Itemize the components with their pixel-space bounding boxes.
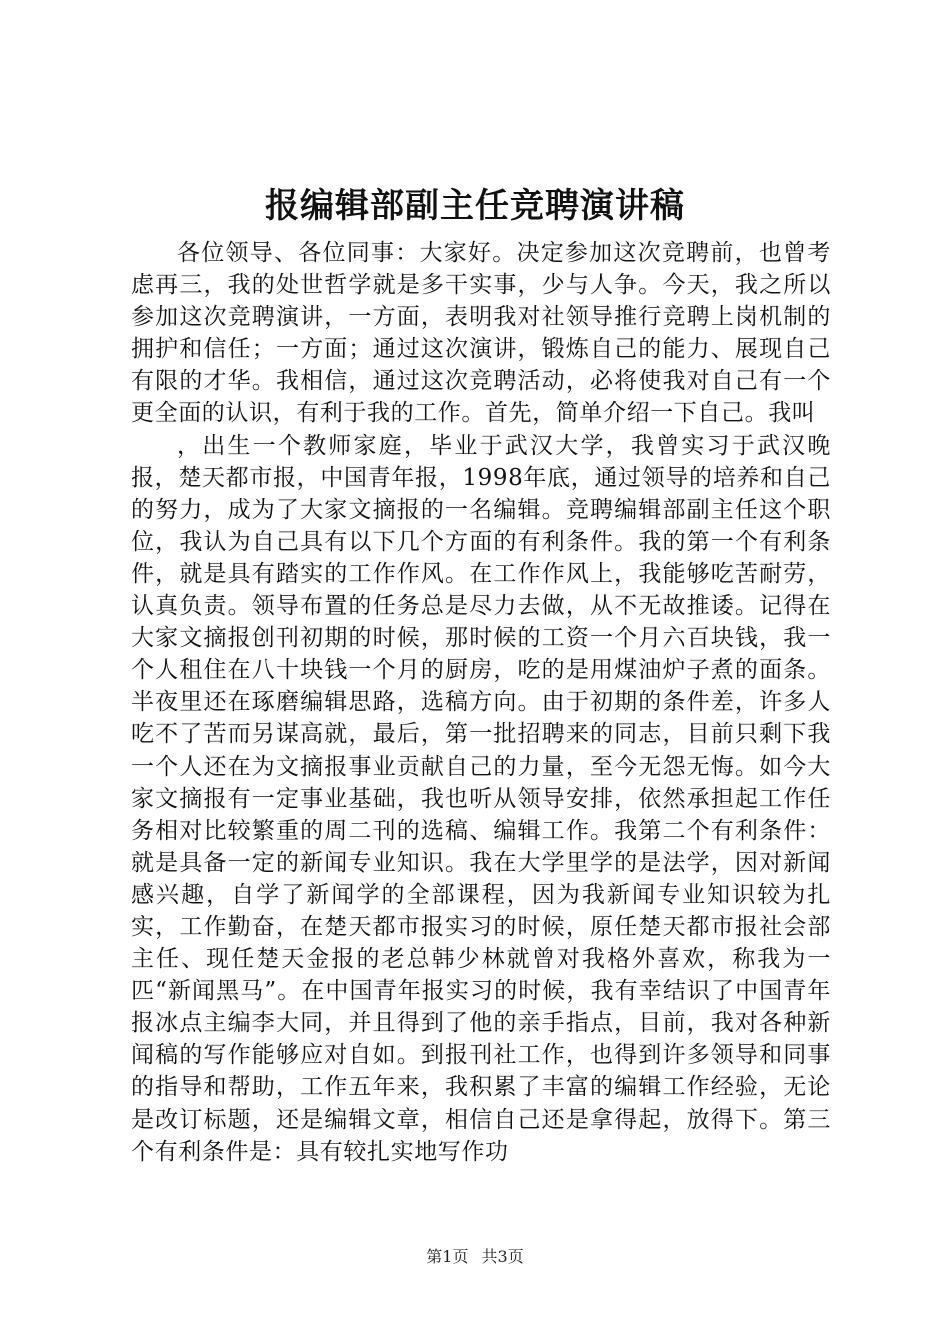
body-paragraph: ，出生一个教师家庭，毕业于武汉大学，我曾实习于武汉晚报，楚天都市报，中国青年报，1998年底，通过领导的培养和自己的努力，成为了大家文摘报的一名编辑。竞聘编辑部副主任这个职位，我认为自己具有以下几个方面的有利条件。我的第一个有利条件，就是具有踏实的工作作风。在工作作风上，我能够吃苦耐劳，认真负责。领导布置的任务总是尽力去做，从不无故推诿。记得在大家文摘报创刊初期的时候，那时候的工资一个月六百块钱，我一个人租住在八十块钱一个月的厨房，吃的是用煤油炉子煮的面条。半夜里还在琢磨编辑思路，选稿方向。由于初期的条件差，许多人吃不了苦而另谋高就，最后，第一批招聘来的同志，目前只剩下我一个人还在为文摘报事业贡献自己的力量，至今无怨无悔。如今大家文摘报有一定事业基础，我也听从领导安排，依然承担起工作任务相对比较繁重的周二刊的选稿、编辑工作。我第二个有利条件：就是具备一定的新闻专业知识。我在大学里学的是法学，因对新闻感兴趣，自学了新闻学的全部课程，因为我新闻专业知识较为扎实，工作勤奋，在楚天都市报实习的时候，原任楚天都市报社会部主任、现任楚天金报的老总韩少林就曾对我格外喜欢，称我为一匹“新闻黑马”。在中国青年报实习的时候，我有幸结识了中国青年报冰点主编李大同，并且得到了他的亲手指点，目前，我对各种新闻稿的写作能够应对自如。到报刊社工作，也得到许多领导和同事的指导和帮助，工作五年来，我积累了丰富的编辑工作经验，无论是改订标题，还是编辑文章，相信自己还是拿得起，放得下。第三个有利条件是：具有较扎实地写作功 [131,432,831,1165]
document-body [131,237,831,1168]
page-number: 第1页 [426,1247,469,1266]
body-paragraph: 各位领导、各位同事：大家好。决定参加这次竞聘前，也曾考虑再三，我的处世哲学就是多干实事，少与人争。今天，我之所以参加这次竞聘演讲，一方面，表明我对社领导推行竞聘上岗机制的拥护和信任；一方面；通过这次演讲，锻炼自己的能力、展现自己有限的才华。我相信，通过这次竞聘活动，必将使我对自己有一个更全面的认识，有利于我的工作。首先，简单介绍一下自己。我叫 [131,240,831,427]
document-title: 报编辑部副主任竞聘演讲稿 [265,186,685,226]
page-footer [0,1247,950,1267]
page-total: 共3页 [481,1247,524,1266]
